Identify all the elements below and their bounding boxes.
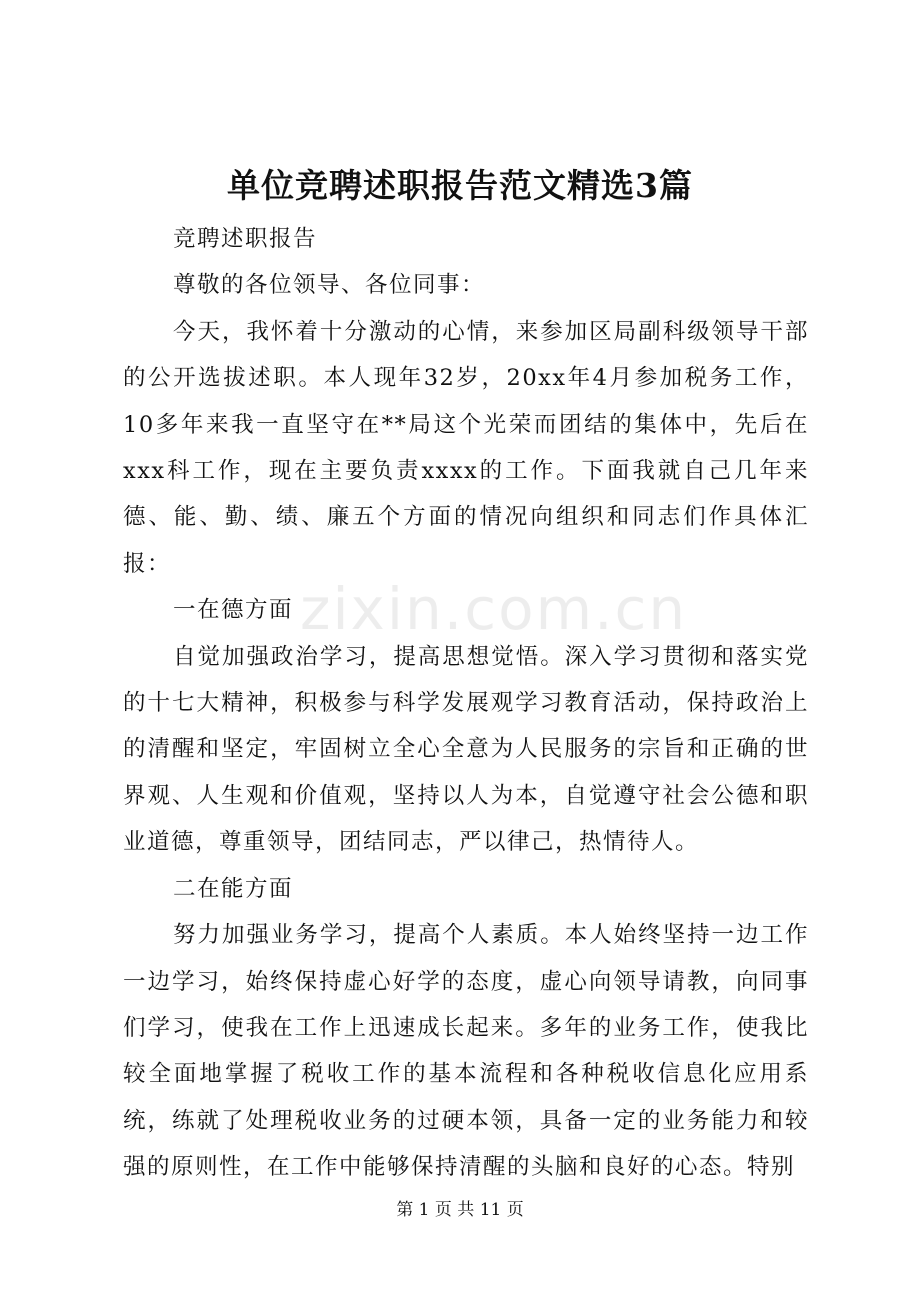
paragraph-de: 自觉加强政治学习，提高思想觉悟。深入学习贯彻和落实党的十七大精神，积极参与科学发展观学习教育活动，保持政治上的清醒和坚定，牢固树立全心全意为人民服务的宗旨和正确的世界观、人生观和价值观，坚持以人为本，自觉遵守社会公德和职业道德，尊重领导，团结同志，严以律己，热情待人。 [123,643,809,856]
paragraph-heading: 竞聘述职报告 [173,226,318,252]
paragraph-neng: 努力加强业务学习，提高个人素质。本人始终坚持一边工作一边学习，始终保持虚心好学的态度，虚心向领导请教，向同事们学习，使我在工作上迅速成长起来。多年的业务工作，使我比较全面地掌握了税收工作的基本流程和各种税收信息化应用系统，练就了处理税收业务的过硬本领，具备一定的业务能力和较强的原则性，在工作中能够保持清醒的头脑和良好的心态。特别 [123,922,809,1181]
paragraph-salutation: 尊敬的各位领导、各位同事： [173,272,486,299]
section-heading-neng: 二在能方面 [173,875,294,902]
paragraph-intro: 今天，我怀着十分激动的心情，来参加区局副科级领导干部的公开选拔述职。本人现年32岁，20xx年4月参加税务工作，10多年来我一直坚守在**局这个光荣而团结的集体中，先后在xxx科工作，现在主要负责xxxx的工作。下面我就自己几年来德、能、勤、绩、廉五个方面的情况向组织和同志们作具体汇报： [123,318,809,577]
document-title: 单位竞聘述职报告范文精选3篇 [227,166,693,205]
document-body [123,216,809,1191]
watermark-text: zixin.com.cn [300,575,688,643]
page-footer: 第 1 页 共 11 页 [396,1200,524,1220]
section-heading-de: 一在德方面 [173,597,294,624]
